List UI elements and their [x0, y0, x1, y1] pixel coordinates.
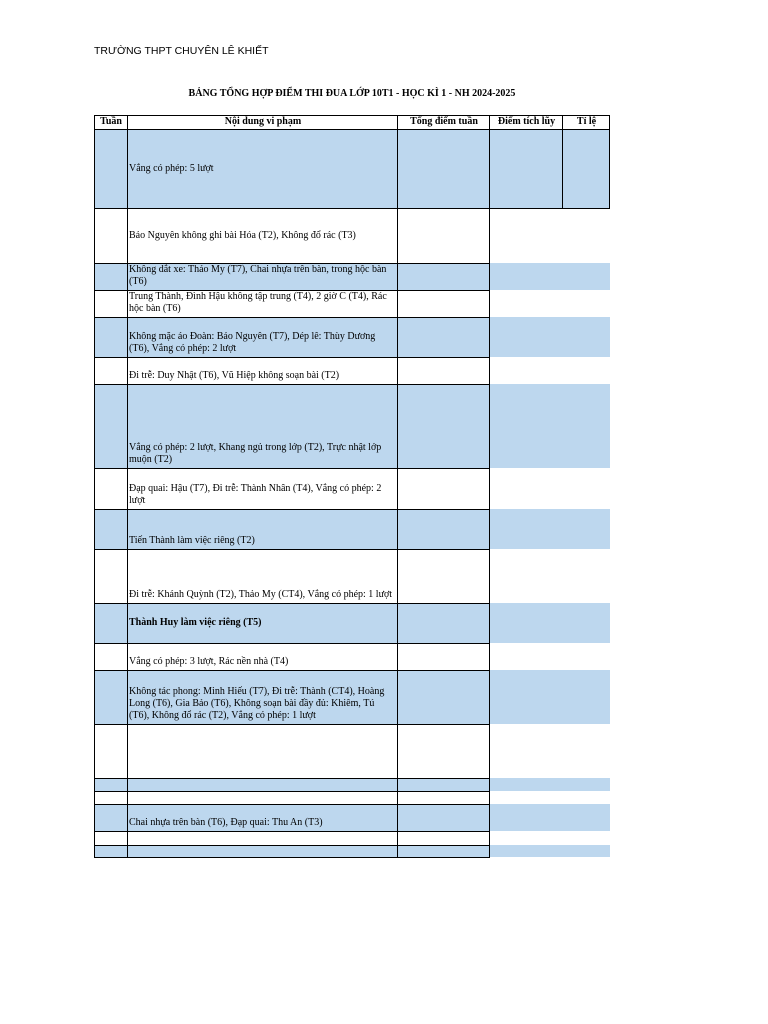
table-row: [129, 778, 395, 791]
table-row: Trung Thành, Đình Hậu không tập trung (T4), 2 giờ C (T4), Rác hộc bàn (T6): [129, 291, 387, 314]
table-row: Thành Huy làm việc riêng (T5): [129, 617, 262, 628]
header-content: Nội dung vi phạm: [224, 116, 302, 127]
school-name: TRƯỜNG THPT CHUYÊN LÊ KHIẾT: [94, 45, 269, 57]
page-title: BẢNG TỔNG HỢP ĐIỂM THI ĐUA LỚP 10T1 - HỌC KÌ 1 - NH 2024-2025: [188, 88, 516, 99]
table-row: Không mặc áo Đoàn: Bảo Nguyên (T7), Dép lê: Thùy Dương (T6), Vắng có phép: 2 lượt: [129, 331, 376, 354]
table-row: Tiến Thành làm việc riêng (T2): [129, 535, 255, 546]
table-row: Vắng có phép: 5 lượt: [129, 163, 214, 174]
header-weekly-total: Tổng điểm tuần: [410, 116, 478, 127]
header-cumulative: Điểm tích lũy: [497, 116, 556, 127]
table-row: [129, 831, 395, 845]
table-row: Vắng có phép: 3 lượt, Rác nền nhà (T4): [129, 656, 289, 667]
table-row: [129, 845, 395, 857]
table-row: Không dắt xe: Thảo My (T7), Chai nhựa trên bàn, trong hộc bàn (T6): [129, 264, 387, 287]
table-row: Đi trễ: Duy Nhật (T6), Vũ Hiệp không soạn bài (T2): [129, 370, 340, 381]
table-row: [129, 724, 395, 778]
table-row: Vắng có phép: 2 lượt, Khang ngủ trong lớp (T2), Trực nhật lớp muộn (T2): [129, 442, 382, 465]
table-row: Bảo Nguyên không ghi bài Hóa (T2), Không đổ rác (T3): [129, 230, 356, 241]
header-week: Tuần: [100, 116, 122, 127]
table-row: Không tác phong: Minh Hiếu (T7), Đi trễ: Thành (CT4), Hoàng Long (T6), Gia Bảo (T6), Không soạn bài đầy đủ: Khiêm, Tú (T6), Không đổ rác (T2), Vắng có phép: 1 lượt: [129, 686, 385, 721]
header-ratio: Tỉ lệ: [576, 116, 597, 127]
table-row: Chai nhựa trên bàn (T6), Đạp quai: Thu An (T3): [129, 817, 323, 828]
table-row: [129, 791, 395, 804]
table-row: Đạp quai: Hậu (T7), Đi trễ: Thành Nhân (T4), Vắng có phép: 2 lượt: [129, 483, 382, 506]
table-row: Đi trễ: Khánh Quỳnh (T2), Thảo My (CT4), Vắng có phép: 1 lượt: [129, 589, 393, 600]
